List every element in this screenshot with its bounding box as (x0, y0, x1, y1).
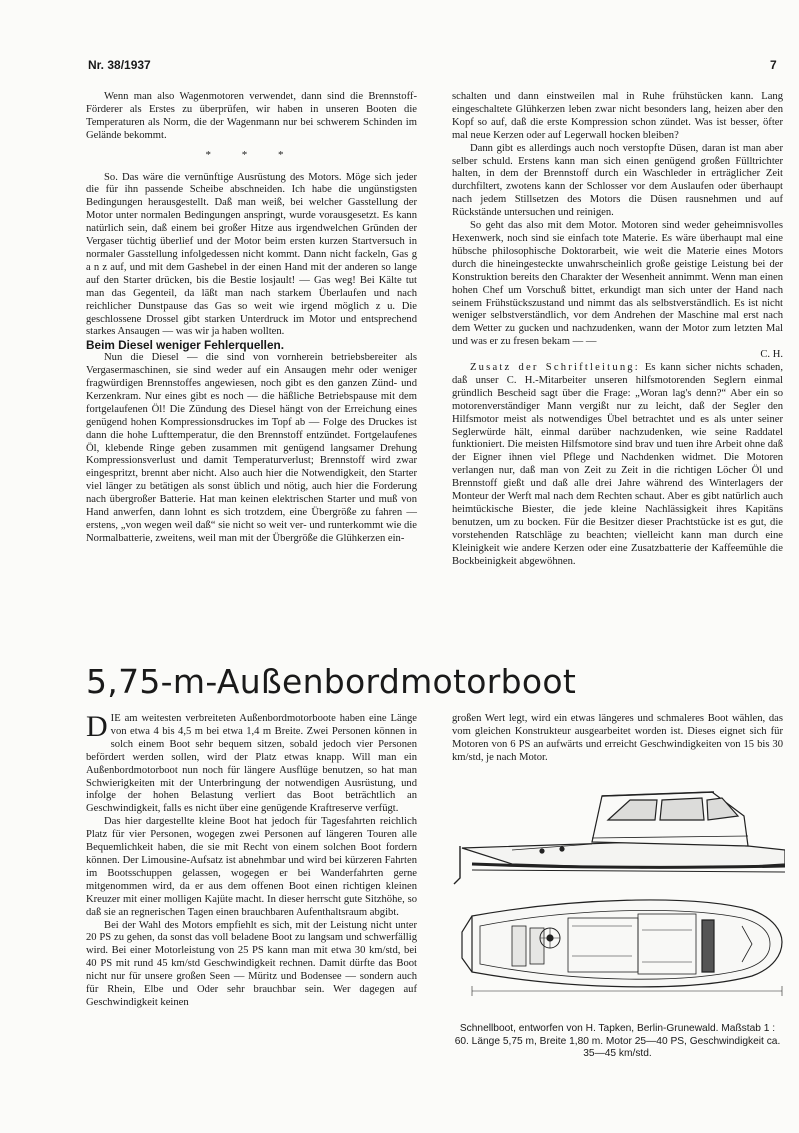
figure-caption: Schnellboot, entworfen von H. Tapken, Berlin-Grunewald. Maßstab 1 : 60. Länge 5,75 m, Breite 1,80 m. Motor 25—40 PS, Geschwindigkeit ca. 35—45 km/std. (454, 1023, 781, 1060)
boat-drawing-svg (452, 786, 785, 1016)
paragraph (86, 710, 417, 816)
paragraph: So geht das also mit dem Motor. Motoren sind weder geheimnisvolles Hexenwerk, noch sind sie einfach tote Materie. Es wäre überhaupt mal eine hübsche philosophische Doktorarbeit, wie weit die Materie eines Motors durch die hineingesteckte unwahrscheinlich große geistige Leistung bei der Konstruktion bereits den Charakter der Wesenheit annimmt. Wenn man einen hohen Chef um Vorschuß bittet, erkundigt man sich unter der Hand nach seinem Frühstückszustand und nimmt das als selbstverständlich. Es ist nicht weniger selbstverständlich, vor dem Andrehen der Maschine mal erst nach dem Wetter zu gucken und nachzudenken, wann der Motor zum letzten Mal und was er zu fresen bekam — — (452, 220, 783, 348)
paragraph: Nun die Diesel — die sind von vornherein betriebsbereiter als Vergasermaschinen, sie sind weder auf ein Ansaugen mehr oder weniger fragwürdigen Brennstoffes angewiesen, noch gibt es den ganzen Zünd- und Kerzenkram. Nur eines gibt es noch — die häßliche Betriebspause mit dem fortgelaufenen Öl! Die Zündung des Diesel hängt von der Erreichung eines genügend hohen Kompressionsdruckes im Topf ab — Folge des Druckes ist dann die hohe Lufttemperatur, die den Brennstoff entzündet. Fortgelaufenes Öl, klebende Ringe geben zusammen mit genügend langsamer Drehung Kompressionsverlust und damit Temperaturverlust; Brennstoff wird zwar eingespritzt, brennt aber nicht. Also auch hier die Notwendigkeit, den Starter viel länger zu betätigen als sonst üblich und nötig, auch hier die Forderung nach übergroßer Batterie. Hat man keinen elektrischen Starter und muß von Hand anwerfen, dann lohnt es sich trotzdem, eine Übergröße zu fahren — erstens, „von wegen weil daß“ sie nicht so weit ver- und runterkommt wie die Normalbatterie, zweitens, weil man mit der Übergröße die Glühkerzen ein- (86, 352, 417, 544)
paragraph-text: IE am weitesten verbreiteten Außenbordmotorboote haben eine Länge von etwa 4 bis 4,5 m bei etwa 1,4 m Breite. Zwei Personen können in solch einem Boot sehr bequem sitzen, sobald jedoch vier Personen befördert werden sollen, wird der Platz etwas knapp. Will man ein Außenbordmotorboot nun noch für längere Ausflüge benutzen, so hat man Schwierigkeiten mit der Unterbringung der notwendigen Ausrüstung, und infolge der hohen Belastung verliert das Boot beträchtlich an Geschwindigkeit, falls es nicht über eine genügende Kraftreserve verfügt. (86, 713, 417, 815)
article-title: 5,75-m-Außenbordmotorboot (86, 662, 577, 701)
paragraph: schalten und dann einstweilen mal in Ruhe frühstücken kann. Lang eingeschaltete Glühkerzen leben zwar nicht besonders lang, heizen aber den Kopf so auf, daß die erste Kompression schon zündet. Was ist besser, öfter mal neue Kerzen oder auf Legerwall hocken bleiben? (452, 91, 783, 141)
section-separator: * * * (205, 148, 298, 161)
editorial-note-text: Es kann sicher nichts schaden, daß unser C. H.-Mitarbeiter unseren hilfsmotorenden Seglern einmal gründlich Bescheid sagt über die Frage: „Woran lag's denn?“ Aber ein so motorenverständiger Mann vergißt nur zu leicht, daß der Segler den Hilfsmotor meist als notwendiges Übel betrachtet und es als unter seiner Seglerwürde hält, einmal darüber nachzudenken, wie seine Raddatel funktioniert. Die meisten Hilfsmotore sind brav und tuen ihre Arbeit ohne daß der Eigner ihnen viel Pflege und Nachdenken widmet. Die Motoren verlangen nur, daß man von Zeit zu Zeit in die richtigen Löcher Öl und Brennstoff gießt und daß alle drei Jahre während des Winterlagers der Monteur der Werft mal nach dem Rechten schaut. Aber es gibt natürlich auch heimtückische Biester, die jede kleine Nachlässigkeit ihres Kapitäns benutzen, um zu bocken. Für die Besitzer dieser Prachtstücke ist es gut, die vorstehenden Ratschläge zu beachten; vielleicht kann man durch eine Kleinigkeit wie andere Kerzen oder eine Zusatzbatterie der Kaffeemühle die Bockbeinigkeit abgewöhnen. (452, 362, 783, 567)
section-heading: Beim Diesel weniger Fehlerquellen. (86, 338, 284, 353)
text-column-right-upper (452, 91, 783, 569)
issue-number: Nr. 38/1937 (88, 58, 151, 72)
paragraph: Dann gibt es allerdings auch noch verstopfte Düsen, daran ist man aber selber schuld. Erstens kann man sich einen genügend großen Fülltrichter halten, in dem der Brennstoff durch ein Waschleder in erträglicher Zeit durchfiltert, zwotens kann der Schlosser vor dem Auslaufen oder überhaupt nach jedem Stillsetzen des Motors die Düsen rausnehmen und auf Rückstände untersuchen und reinigen. (452, 142, 783, 219)
boat-plan-view (462, 900, 782, 996)
paragraph: So. Das wäre die vernünftige Ausrüstung des Motors. Möge sich jeder die für ihn passende Scheibe abschneiden. Ich habe die ungünstigsten Bedingungen herausgestellt. Daß man weiß, bei welcher Gasstellung der Motor unter normalen Bedingungen anspringt, wurde vorausgesetzt. Es kann natürlich sein, daß einem bei großer Hitze aus irgendwelchen Gründen der Vergaser tüchtig überlief und der Motor beim ersten kurzen Startversuch in normaler Gasstellung infolgedessen nicht kommt. Dann nicht fackeln, Gas g a n z auf, und mit dem Gashebel in der einen Hand mit der anderen so lange auf den Starter drücken, bis die Bestie losjault! — Gas weg! Bei Kälte tut man das Gegenteil, da läßt man nach starkem Überlaufen und nach reichlicher Dunstpause das Gas so weit wie irgend möglich z u. Die geschlossene Drossel gibt starken Unterdruck im Motor und entsprechend starkes Ansaugen — was wir ja haben wollten. (86, 171, 417, 338)
boat-side-view (454, 792, 785, 884)
article-column-left (86, 710, 417, 1010)
paragraph: großen Wert legt, wird ein etwas längeres und schmaleres Boot wählen, das vom gleichen Konstrukteur ausgearbeitet worden ist. Dieses eignet sich für Motoren von 6 PS an aufwärts und erreicht Geschwindigkeiten von 15 bis 30 km/std, je nach Motor. (452, 713, 783, 763)
editorial-note-label: Zusatz der Schriftleitung: (470, 362, 640, 374)
article-column-right (452, 713, 783, 765)
drop-cap: D (86, 710, 108, 743)
boat-drawing (452, 786, 785, 1016)
text-column-left-upper (86, 91, 417, 546)
paragraph: Das hier dargestellte kleine Boot hat jedoch für Tagesfahrten reichlich Platz für vier Personen, wogegen zwei Personen auf längeren Touren alle Bequemlichkeit haben, die sie mit Recht von einem solchen Boot fordern können. Der Limousine-Aufsatz ist abnehmbar und wird bei kürzeren Fahrten im Bootsschuppen gelassen, wogegen er bei Wanderfahrten gerne mitgenommen wird, da er aus dem offenen Boot einen richtigen kleinen Kreuzer mit einer molligen Kajüte macht. In dieser herrscht gute Sitzhöhe, so daß sie an regnerischen Tagen einen brauchbaren Aufenthaltsraum abgibt. (86, 816, 417, 918)
editorial-note (452, 362, 783, 569)
paragraph: Wenn man also Wagenmotoren verwendet, dann sind die Brennstoff-Förderer als Erstes zu überprüfen, wir haben in unseren Booten die Temperaturen als Norm, die der Wagenmann nur bei schwerem Schinden im Gelände bekommt. (86, 91, 417, 141)
author-signature: C. H. (760, 349, 783, 361)
paragraph: Bei der Wahl des Motors empfiehlt es sich, mit der Leistung nicht unter 20 PS zu gehen, da sonst das voll beladene Boot zu langsam und schwerfällig wird. Bei einer Motorleistung von 25 PS kann man mit etwa 30 km/std, bei 40 PS mit rund 45 km/std Geschwindigkeit rechnen. Damit dürfte das Boot nicht nur für unsere großen Seen — Müritz und Bodensee — sondern auch für Rhein, Elbe und Oder sehr brauchbar sein. Wer dagegen auf Geschwindigkeit keinen (86, 919, 417, 1008)
page-number: 7 (770, 58, 777, 72)
